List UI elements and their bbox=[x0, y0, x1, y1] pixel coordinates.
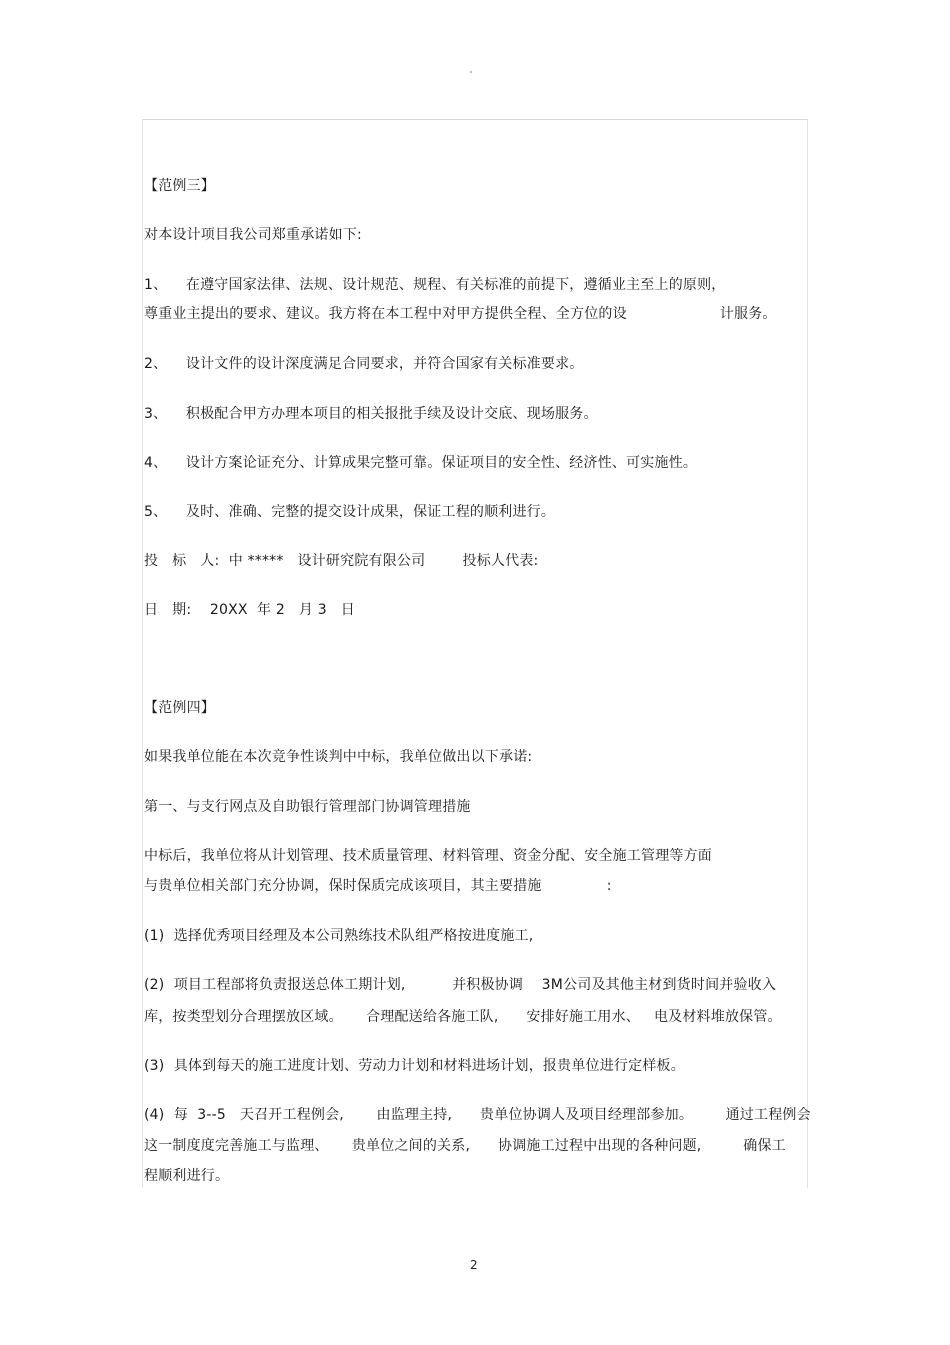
example3-item1-line1: 1、 在遵守国家法律、法规、设计规范、规程、有关标准的前提下，遵循业主至上的原则， bbox=[144, 277, 726, 293]
example3-item5: 5、 及时、准确、完整的提交设计成果，保证工程的顺利进行。 bbox=[144, 504, 556, 520]
example4-para-line2: 与贵单位相关部门充分协调，保时保质完成该项目，其主要措施 : bbox=[144, 878, 612, 894]
header-mark: " bbox=[469, 70, 473, 79]
measure-3: (3) 具体到每天的施工进度计划、劳动力计划和材料进场计划，报贵单位进行定样板。 bbox=[144, 1058, 685, 1074]
example3-intro: 对本设计项目我公司郑重承诺如下: bbox=[144, 227, 362, 243]
example3-item2: 2、 设计文件的设计深度满足合同要求，并符合国家有关标准要求。 bbox=[144, 356, 584, 372]
measure-2-line1: (2) 项目工程部将负责报送总体工期计划, 并积极协调 3M公司及其他主材到货时间并验收入 bbox=[144, 977, 777, 993]
measure-1: (1) 选择优秀项目经理及本公司熟练技术队组严格按进度施工, bbox=[144, 928, 534, 944]
example3-bidder: 投 标 人: 中 ***** 设计研究院有限公司 投标人代表: bbox=[144, 553, 539, 569]
example3-item4: 4、 设计方案论证充分、计算成果完整可靠。保证项目的安全性、经济性、可实施性。 bbox=[144, 455, 698, 471]
measure-4-line3: 程顺利进行。 bbox=[144, 1168, 230, 1184]
example3-date: 日 期: 20XX 年 2 月 3 日 bbox=[144, 602, 355, 618]
example4-heading: 【范例四】 bbox=[144, 700, 215, 716]
example3-item1-line2: 尊重业主提出的要求、建议。我方将在本工程中对甲方提供全程、全方位的设 计服务。 bbox=[144, 306, 777, 322]
example3-heading: 【范例三】 bbox=[144, 178, 215, 194]
example4-intro: 如果我单位能在本次竞争性谈判中中标，我单位做出以下承诺: bbox=[144, 749, 533, 765]
example4-section1: 第一、与支行网点及自助银行管理部门协调管理措施 bbox=[144, 799, 471, 815]
example4-para-line1: 中标后，我单位将从计划管理、技术质量管理、材料管理、资金分配、安全施工管理等方面 bbox=[144, 848, 712, 864]
measure-2-line2: 库，按类型划分合理摆放区域。 合理配送给各施工队, 安排好施工用水、 电及材料堆放保管。 bbox=[144, 1009, 782, 1025]
example3-item3: 3、 积极配合甲方办理本项目的相关报批手续及设计交底、现场服务。 bbox=[144, 406, 598, 422]
measure-4-line1: (4) 每 3--5 天召开工程例会, 由监理主持, 贵单位协调人及项目经理部参加。 通过工程例会 bbox=[144, 1107, 811, 1123]
page-number: 2 bbox=[470, 1258, 478, 1272]
measure-4-line2: 这一制度度完善施工与监理、 贵单位之间的关系, 协调施工过程中出现的各种问题, 确保工 bbox=[144, 1138, 786, 1154]
